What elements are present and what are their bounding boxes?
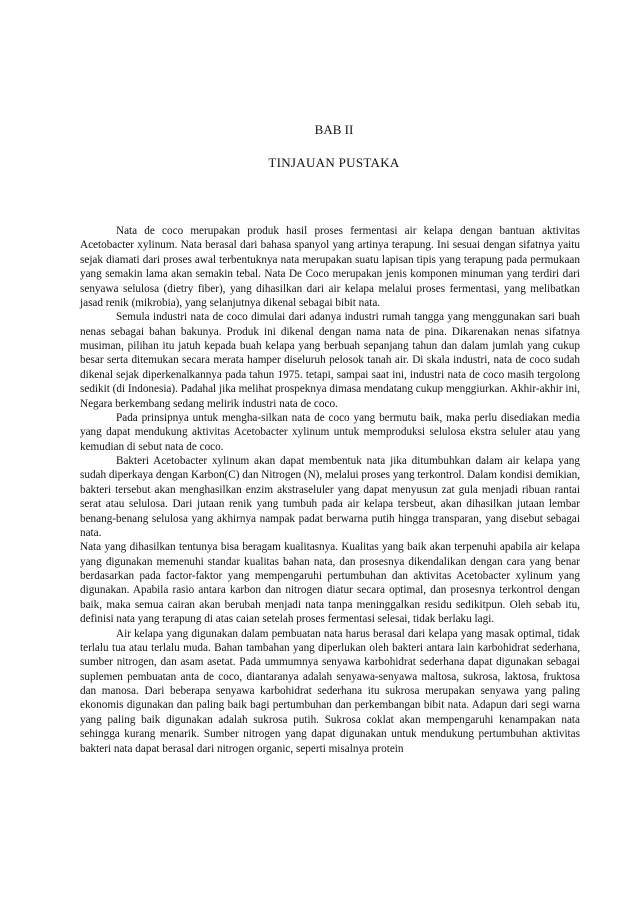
paragraph: Air kelapa yang digunakan dalam pembuatan nata harus berasal dari kelapa yang masak optimal, tidak terlalu tua atau terlalu muda. Bahan tambahan yang diperlukan oleh bakteri antara lain karbohidrat sederhana, sumber nitrogen, dan asam asetat. Pada ummumnya senyawa karbohidrat sederhana dapat digunakan sebagai suplemen pembuatan anta de coco, diantaranya adalah senyawa-senyawa maltosa, sukrosa, laktosa, fruktosa dan manosa. Dari beberapa senyawa karbohidrat sederhana itu sukrosa merupakan senyawa yang paling ekonomis digunakan dan paling baik bagi pertumbuhan dan perkembangan bibit nata. Adapun dari segi warna yang paling baik digunakan adalah sukrosa putih. Sukrosa coklat akan mempengaruhi kenampakan nata sehingga kurang menarik. Sumber nitrogen yang dapat digunakan untuk mendukung pertumbuhan aktivitas bakteri nata dapat berasal dari nitrogen organic, seperti misalnya protein xyxy=(80,627,580,755)
body-text xyxy=(80,224,580,756)
paragraph: Bakteri Acetobacter xylinum akan dapat membentuk nata jika ditumbuhkan dalam air kelapa yang sudah diperkaya dengan Karbon(C) dan Nitrogen (N), melalui proses yang terkontrol. Dalam kondisi demikian, bakteri tersebut akan menghasilkan enzim akstraseluler yang dapat menyusun zat gula menjadi ribuan rantai serat atau selulosa. Dari jutaan renik yang tumbuh pada air kelapa tersbeut, akan dihasilkan jutaan lembar benang-benang selulosa yang akhirnya nampak padat berwarna putih hingga transparan, yang disebut sebagai nata. xyxy=(80,455,580,539)
paragraph: Nata yang dihasilkan tentunya bisa beragam kualitasnya. Kualitas yang baik akan terpenuhi apabila air kelapa yang digunakan memenuhi standar kualitas bahan nata, dan prosesnya dikendalikan dengan cara yang benar berdasarkan pada factor-faktor yang mempengaruhi pertumbuhan dan aktivitas Acetobacter xylinum yang digunakan. Apabila rasio antara karbon dan nitrogen diatur secara optimal, dan prosesnya terkontrol dengan baik, maka semua cairan akan berubah menjadi nata tanpa meninggalkan residu sedikitpun. Oleh sebab itu, definisi nata yang terapung di atas caian setelah proses fermentasi selesai, tidak berlaku lagi. xyxy=(80,541,580,626)
paragraph: Nata de coco merupakan produk hasil proses fermentasi air kelapa dengan bantuan aktivitas Acetobacter xylinum. Nata berasal dari bahasa spanyol yang artinya terapung. Ini sesuai dengan sifatnya yaitu sejak diamati dari proses awal terbentuknya nata merupakan suatu lapisan tipis yang terapung pada permukaan yang semakin lama akan semakin tebal. Nata De Coco merupakan jenis komponen minuman yang terdiri dari senyawa selulosa (dietry fiber), yang dihasilkan dari air kelapa melalui proses fermentasi, yang melibatkan jasad renik (mikrobia), yang selanjutnya dikenal sebagai bibit nata. xyxy=(80,225,580,309)
chapter-title: TINJAUAN PUSTAKA xyxy=(268,155,400,170)
chapter-heading: BAB II xyxy=(314,122,354,137)
paragraph: Pada prinsipnya untuk mengha-silkan nata de coco yang bermutu baik, maka perlu disediakan media yang dapat mendukung aktivitas Acetobacter xylinum untuk memproduksi selulosa ekstra seluler atau yang kemudian di sebut nata de coco. xyxy=(80,411,580,453)
paragraph: Semula industri nata de coco dimulai dari adanya industri rumah tangga yang menggunakan sari buah nenas sebagai bahan bakunya. Produk ini dikenal dengan nama nata de pina. Dikarenakan nenas sifatnya musiman, pilihan itu jatuh kepada buah kelapa yang berbuah sepanjang tahun dan dalam jumlah yang cukup besar serta ditemukan secara merata hamper diseluruh pelosok tanah air. Di skala industri, nata de coco sudah dikenal sejak diperkenalkannya pada tahun 1975. tetapi, sampai saat ini, industri nata de coco masih tergolong sedikit (di Indonesia). Padahal jika melihat prospeknya dimasa mendatang cukup menggiurkan. Akhir-akhir ini, Negara berkembang sedang melirik industri nata de coco. xyxy=(80,311,580,410)
